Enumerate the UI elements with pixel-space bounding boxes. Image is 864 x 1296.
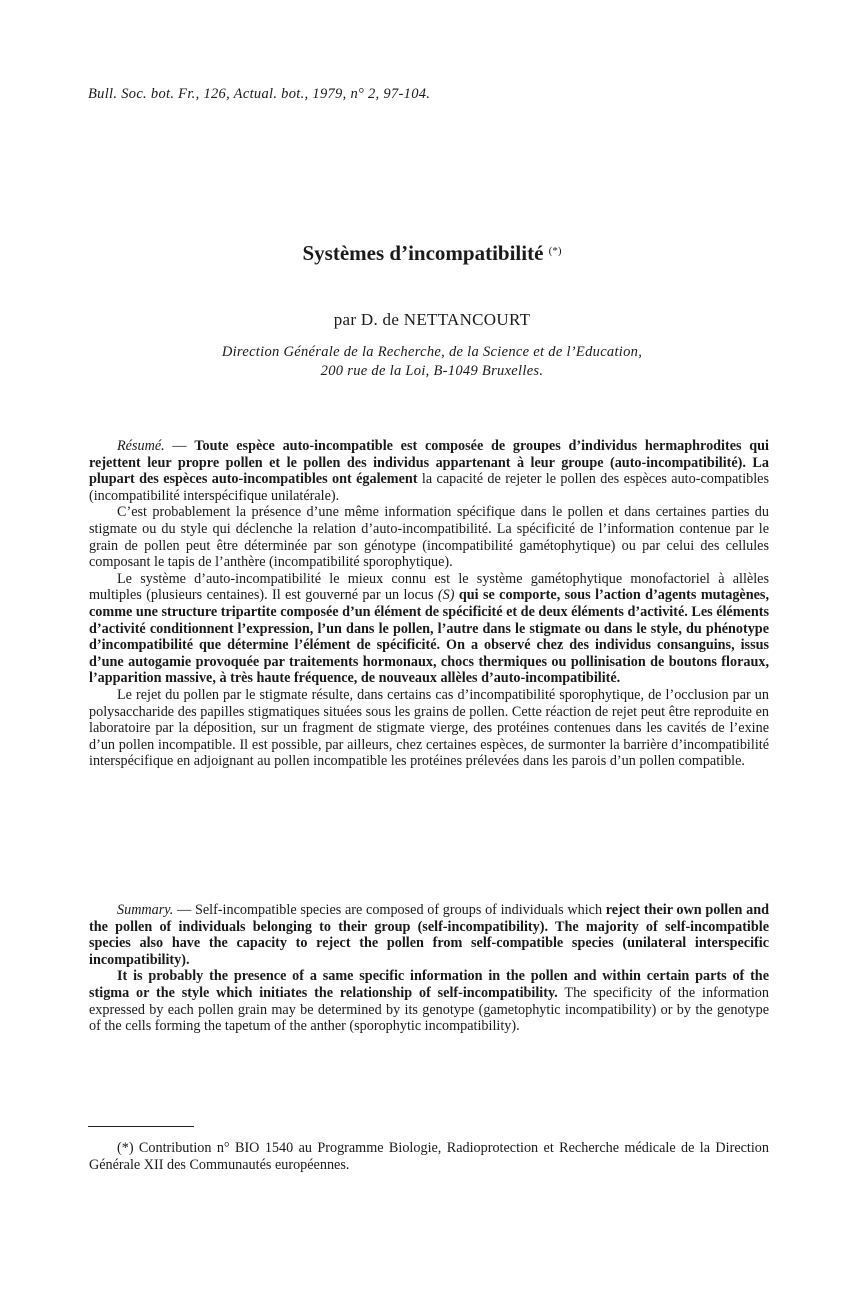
resume-paragraph-1 bbox=[89, 438, 769, 504]
resume-dash: — bbox=[164, 438, 195, 454]
resume-paragraph-3 bbox=[89, 571, 769, 687]
resume-paragraph-4: Le rejet du pollen par le stigmate résulte, dans certains cas d’incompatibilité sporophytique, de l’occlusion par un polysaccharide des papilles stigmatiques situées sous les grains de pollen. Cette réaction de rejet peut être reproduite en laboratoire par la déposition, sur un fragment de stigmate vierge, des protéines contenues dans les cavités de l’exine d’un pollen incompatible. Il est possible, par ailleurs, chez certaines espèces, de surmonter la barrière d’incompatibilité interspécifique en adjoignant au pollen incompatible les protéines prélevées dans les parois d’un pollen compatible. bbox=[89, 686, 769, 770]
resume-p1-rest: la capacité de rejeter le pollen des espèces auto-compatibles (incompatibilité interspécifique unilatérale). bbox=[89, 471, 770, 504]
resume-p3-bold: qui se comporte, sous l’action d’agents mutagènes, comme une structure tripartite composée d’un élément de spécificité et de deux éléments d’activité. Les éléments d’activité conditionnent l’expression, l’un dans le pollen, l’autre dans le stigmate ou dans le style, du phénotype d’incompatibilité que détermine l’élément de spécificité. On a observé chez des individus consanguins, issus d’une autogamie provoquée par traitements hormonaux, chocs thermiques ou pollinisation de boutons floraux, l’apparition massive, à très haute fréquence, de nouveaux allèles d’auto-incompatibilité. bbox=[89, 587, 769, 687]
author-line: par D. de NETTANCOURT bbox=[333, 310, 531, 329]
resume-p3-locus: (S) bbox=[437, 587, 455, 604]
footnote: (*) Contribution n° BIO 1540 au Programme Biologie, Radioprotection et Recherche médicale de la Direction Générale XII des Communautés européennes. bbox=[89, 1140, 769, 1173]
summary-p2-rest: The specificity of the information expressed by each pollen grain may be determined by its genotype (gametophytic incompatibility) or by the genotype of the cells forming the tapetum of the anther (sporophytic incompatibility). bbox=[89, 984, 769, 1035]
resume-p3-start: Le système d’auto-incompatibilité le mieux connu est le système gamétophytique monofactoriel à allèles multiples (plusieurs centaines). Il est gouverné par un locus bbox=[89, 570, 769, 604]
summary-section bbox=[89, 902, 769, 1035]
resume-p1-bold: Toute espèce auto-incompatible est composée de groupes d’individus hermaphrodites qui rejettent leur propre pollen et le pollen des individus appartenant à leur groupe (auto-incompatibilité). La plupart des espèces auto-incompatibles ont également bbox=[89, 438, 769, 488]
footnote-rule bbox=[88, 1126, 194, 1127]
summary-p1-first: Self-incompatible species are composed of groups of individuals which bbox=[194, 902, 603, 918]
affiliation-line-1: Direction Générale de la Recherche, de la Science et de l’Education, bbox=[221, 344, 643, 360]
resume-label: Résumé. bbox=[117, 438, 165, 454]
resume-paragraph-2: C’est probablement la présence d’une même information spécifique dans le pollen et dans certaines parties du stigmate ou du style qui déclenche la relation d’auto-incompatibilité. La spécificité de l’information contenue par le grain de pollen peut être déterminée par son génotype (incompatibilité gamétophytique) ou par celui des cellules composant le tapis de l’anthère (incompatibilité sporophytique). bbox=[89, 504, 769, 571]
title-text: Systèmes d’incompatibilité bbox=[302, 241, 544, 265]
resume-section bbox=[89, 438, 769, 770]
summary-p2-bold: It is probably the presence of a same specific information in the pollen and within certain parts of the stigma or the style which initiates the relationship of self-incompatibility. bbox=[89, 968, 769, 1001]
summary-label: Summary. bbox=[117, 902, 174, 918]
summary-paragraph-1 bbox=[89, 902, 769, 968]
summary-p1-bold: reject their own pollen and the pollen of individuals belonging to their group (self-incompatibility). The majority of self-incompatible species also have the capacity to reject the pollen from self-compatible species (unilateral interspecific incompatibility). bbox=[89, 902, 770, 968]
article-title bbox=[0, 241, 864, 266]
summary-paragraph-2 bbox=[89, 968, 769, 1034]
journal-citation: Bull. Soc. bot. Fr., 126, Actual. bot., 1979, n° 2, 97-104. bbox=[88, 86, 431, 102]
affiliation bbox=[0, 343, 864, 381]
title-footnote-marker: (*) bbox=[548, 245, 562, 257]
affiliation-line-2: 200 rue de la Loi, B-1049 Bruxelles. bbox=[320, 363, 544, 379]
summary-dash: — bbox=[173, 902, 195, 918]
